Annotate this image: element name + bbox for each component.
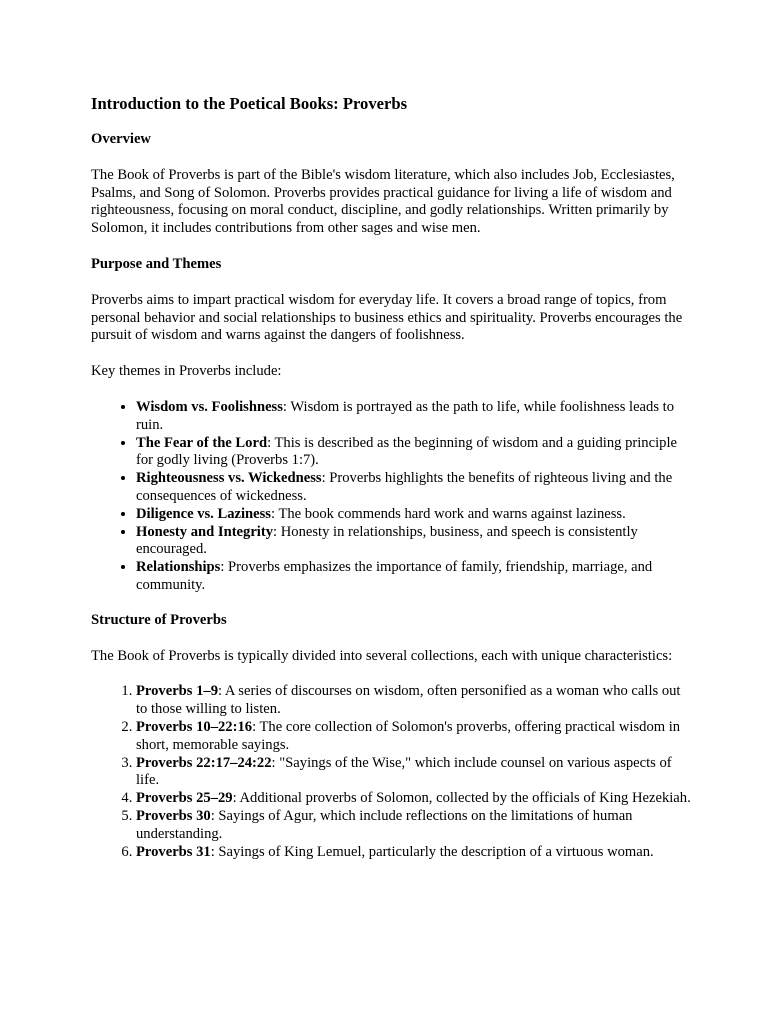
list-item [136, 506, 691, 524]
list-item [136, 790, 691, 808]
theme-desc: : The book commends hard work and warns against laziness. [271, 505, 626, 522]
structure-intro: The Book of Proverbs is typically divided into several collections, each with unique characteristics: [91, 647, 673, 664]
theme-term: Honesty and Integrity [136, 523, 274, 540]
theme-desc: : Wisdom is portrayed as the path to life, while foolishness leads to ruin. [136, 398, 675, 433]
collection-term: Proverbs 1–9 [136, 683, 219, 700]
collection-term: Proverbs 25–29 [136, 790, 233, 807]
collection-desc: : "Sayings of the Wise," which include counsel on various aspects of life. [136, 754, 672, 789]
list-item [136, 524, 691, 560]
collection-desc: : The core collection of Solomon's proverbs, offering practical wisdom in short, memorable sayings. [136, 718, 681, 753]
collection-desc: : A series of discourses on wisdom, often personified as a woman who calls out to those willing to listen. [136, 683, 681, 718]
collection-desc: : Additional proverbs of Solomon, collected by the officials of King Hezekiah. [232, 790, 691, 807]
list-item [136, 844, 691, 862]
list-item [136, 683, 691, 719]
collection-desc: : Sayings of Agur, which include reflections on the limitations of human understanding. [136, 807, 633, 842]
purpose-paragraph: Proverbs aims to impart practical wisdom for everyday life. It covers a broad range of topics, from personal behavior and social relationships to business ethics and spirituality. Proverbs encourages the pursuit of wisdom and warns against the dangers of foolishness. [91, 291, 683, 344]
theme-term: Diligence vs. Laziness [136, 505, 271, 522]
collection-desc: : Sayings of King Lemuel, particularly the description of a virtuous woman. [210, 843, 654, 860]
list-item [136, 435, 691, 471]
theme-desc: : This is described as the beginning of wisdom and a guiding principle for godly living (Proverbs 1:7). [136, 434, 677, 469]
structure-heading: Structure of Proverbs [91, 611, 227, 628]
collection-term: Proverbs 10–22:16 [136, 718, 253, 735]
list-item [136, 808, 691, 844]
structure-list [91, 683, 691, 861]
theme-desc: : Proverbs highlights the benefits of righteous living and the consequences of wickedness. [136, 470, 673, 504]
list-item [136, 399, 691, 435]
collection-term: Proverbs 30 [136, 807, 211, 824]
list-item [136, 719, 691, 755]
theme-term: Righteousness vs. Wickedness [136, 470, 322, 487]
theme-desc: : Proverbs emphasizes the importance of family, friendship, marriage, and community. [136, 559, 653, 593]
theme-term: The Fear of the Lord [136, 434, 268, 451]
purpose-heading: Purpose and Themes [91, 255, 222, 272]
document-body [91, 94, 691, 878]
themes-intro: Key themes in Proverbs include: [91, 363, 282, 380]
list-item [136, 559, 691, 595]
themes-list [91, 399, 691, 595]
document-title: Introduction to the Poetical Books: Proverbs [91, 94, 408, 113]
overview-paragraph: The Book of Proverbs is part of the Bible's wisdom literature, which also includes Job, Ecclesiastes, Psalms, and Song of Solomon. Proverbs provides practical guidance for living a life of wisdom and righteousness, focusing on moral conduct, discipline, and godly relationships. Written primarily by Solomon, it includes contributions from other sages and wise men. [91, 166, 675, 237]
list-item [136, 470, 691, 506]
overview-heading: Overview [91, 131, 151, 147]
collection-term: Proverbs 22:17–24:22 [136, 754, 272, 771]
collection-term: Proverbs 31 [136, 843, 211, 860]
theme-term: Wisdom vs. Foolishness [136, 398, 283, 415]
theme-term: Relationships [136, 559, 221, 576]
list-item [136, 755, 691, 791]
theme-desc: : Honesty in relationships, business, and speech is consistently encouraged. [136, 523, 638, 558]
